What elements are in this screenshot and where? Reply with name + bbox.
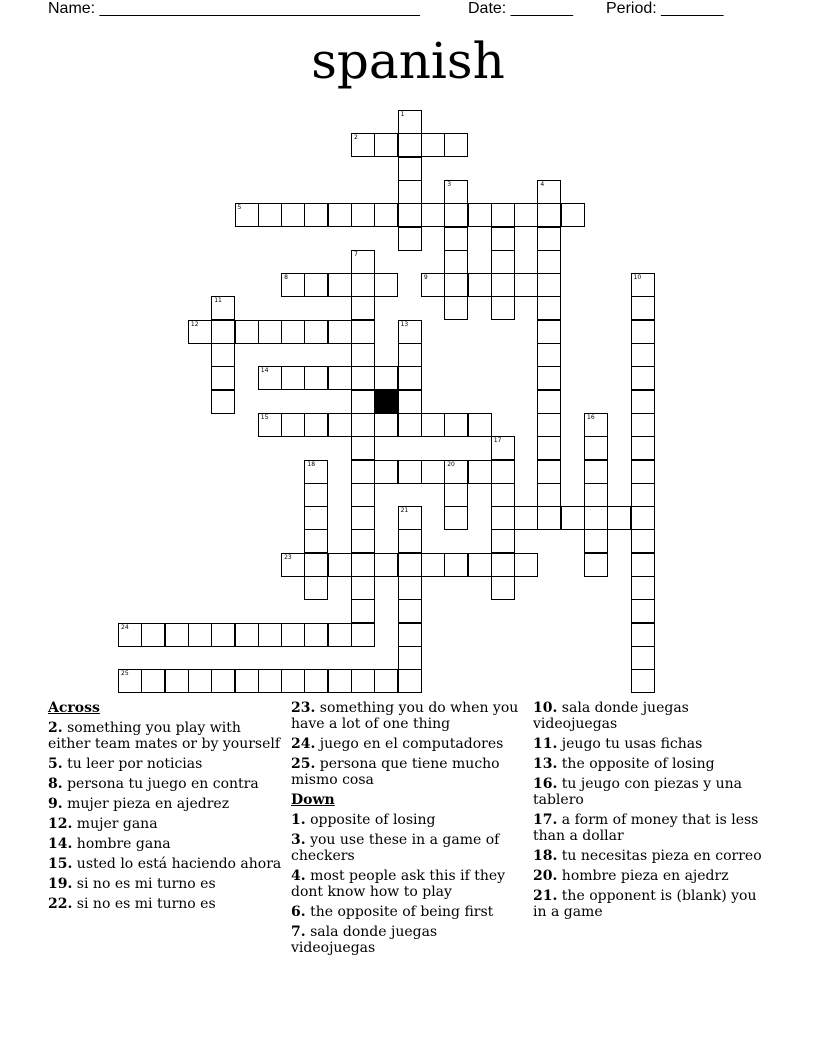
crossword-cell[interactable] — [211, 296, 235, 320]
crossword-cell[interactable] — [468, 413, 492, 437]
clue-text: si no es mi turno es — [72, 896, 216, 912]
clue-text: the opposite of losing — [557, 756, 715, 772]
crossword-cell[interactable] — [211, 390, 235, 414]
crossword-cell[interactable] — [398, 320, 422, 344]
crossword-cell[interactable] — [351, 436, 375, 460]
crossword-cell[interactable] — [398, 366, 422, 390]
crossword-cell[interactable] — [328, 553, 352, 577]
clue-number: 15 — [260, 413, 269, 421]
crossword-cell[interactable] — [444, 413, 468, 437]
clue-item — [291, 736, 521, 752]
crossword-cell[interactable] — [281, 203, 305, 227]
crossword-cell[interactable] — [537, 227, 561, 251]
clue-item — [533, 756, 765, 772]
crossword-cell[interactable] — [398, 529, 422, 553]
crossword-cell[interactable] — [444, 506, 468, 530]
clue-number: 23. — [291, 700, 316, 716]
clue-item — [291, 700, 521, 732]
crossword-cell[interactable] — [351, 133, 375, 157]
crossword-cell[interactable] — [631, 669, 655, 693]
crossword-cell[interactable] — [211, 623, 235, 647]
crossword-cell[interactable] — [351, 343, 375, 367]
crossword-cell[interactable] — [351, 599, 375, 623]
crossword-cell[interactable] — [514, 553, 538, 577]
crossword-cell[interactable] — [444, 227, 468, 251]
crossword-cell[interactable] — [374, 553, 398, 577]
crossword-cell[interactable] — [631, 623, 655, 647]
clue-text: mujer pieza en ajedrez — [62, 796, 230, 812]
crossword-cell[interactable] — [631, 320, 655, 344]
crossword-cell[interactable] — [351, 390, 375, 414]
clue-number: 16 — [587, 413, 595, 421]
clue-text: hombre gana — [72, 836, 171, 852]
clue-number: 11 — [214, 297, 222, 305]
clue-item — [291, 756, 521, 788]
crossword-cell[interactable] — [328, 366, 352, 390]
crossword-cell[interactable] — [537, 413, 561, 437]
clue-text: tu necesitas pieza en correo — [557, 848, 762, 864]
crossword-cell[interactable] — [281, 366, 305, 390]
clue-text: the opposite of being first — [305, 904, 494, 920]
crossword-cell[interactable] — [235, 320, 259, 344]
clue-number: 15. — [48, 856, 73, 872]
clue-item — [533, 848, 765, 864]
crossword-cell[interactable] — [561, 506, 585, 530]
clue-number: 7 — [354, 250, 358, 258]
crossword-cell[interactable] — [118, 669, 142, 693]
crossword-cell[interactable] — [398, 646, 422, 670]
clue-text: tu leer por noticias — [62, 756, 203, 772]
clue-text: sala donde juegas videojuegas — [533, 700, 689, 732]
crossword-cell[interactable] — [537, 203, 561, 227]
clue-number: 25 — [121, 670, 129, 678]
clue-number: 2. — [48, 720, 63, 736]
crossword-cell[interactable] — [491, 250, 515, 274]
crossword-cell[interactable] — [631, 366, 655, 390]
crossword-cell[interactable] — [304, 413, 328, 437]
crossword-cell[interactable] — [421, 460, 445, 484]
crossword-cell[interactable] — [328, 623, 352, 647]
crossword-cell[interactable] — [374, 203, 398, 227]
crossword-cell[interactable] — [491, 227, 515, 251]
crossword-cell[interactable] — [304, 320, 328, 344]
crossword-cell[interactable] — [537, 273, 561, 297]
crossword-cell[interactable] — [351, 203, 375, 227]
crossword-cell[interactable] — [561, 203, 585, 227]
crossword-cell[interactable] — [281, 623, 305, 647]
crossword-cell[interactable] — [351, 506, 375, 530]
clue-text: tu jeugo con piezas y una tablero — [533, 776, 742, 808]
clue-item — [48, 776, 284, 792]
crossword-cell[interactable] — [398, 413, 422, 437]
crossword-cell[interactable] — [281, 273, 305, 297]
crossword-cell[interactable] — [584, 506, 608, 530]
clue-number: 7. — [291, 924, 306, 940]
name-field[interactable]: Name: ____________________________________ — [48, 0, 420, 17]
period-field[interactable]: Period: _______ — [606, 0, 724, 17]
crossword-cell[interactable] — [631, 646, 655, 670]
clue-number: 5. — [48, 756, 63, 772]
clue-number: 12. — [48, 816, 73, 832]
crossword-cell[interactable] — [398, 133, 422, 157]
clue-number: 16. — [533, 776, 558, 792]
crossword-cell[interactable] — [631, 296, 655, 320]
crossword-cell[interactable] — [631, 553, 655, 577]
clue-text: something you play with either team mates or by yourself — [48, 720, 281, 752]
crossword-cell[interactable] — [491, 483, 515, 507]
clue-number: 3 — [447, 180, 452, 188]
crossword-cell[interactable] — [491, 203, 515, 227]
crossword-cell[interactable] — [584, 460, 608, 484]
black-square — [374, 390, 398, 414]
crossword-cell[interactable] — [421, 273, 445, 297]
crossword-cell[interactable] — [631, 436, 655, 460]
clue-number: 11. — [533, 736, 558, 752]
crossword-cell[interactable] — [258, 203, 282, 227]
clue-text: usted lo está haciendo ahora — [72, 856, 282, 872]
clue-text: hombre pieza en ajedrz — [557, 868, 729, 884]
crossword-cell[interactable] — [351, 273, 375, 297]
crossword-cell[interactable] — [304, 623, 328, 647]
date-field[interactable]: Date: _______ — [468, 0, 573, 17]
crossword-cell[interactable] — [281, 413, 305, 437]
crossword-cell[interactable] — [398, 506, 422, 530]
crossword-cell[interactable] — [188, 320, 212, 344]
clue-number: 3. — [291, 832, 306, 848]
crossword-cell[interactable] — [491, 576, 515, 600]
clue-text: persona que tiene mucho mismo cosa — [291, 756, 500, 788]
down-heading: Down — [291, 792, 335, 808]
crossword-cell[interactable] — [398, 157, 422, 181]
clue-text: juego en el computadores — [315, 736, 504, 752]
clue-text: a form of money that is less than a dollar — [533, 812, 759, 844]
crossword-cell[interactable] — [537, 320, 561, 344]
crossword-cell[interactable] — [537, 250, 561, 274]
crossword-cell[interactable] — [444, 133, 468, 157]
crossword-cell[interactable] — [537, 296, 561, 320]
crossword-cell[interactable] — [398, 343, 422, 367]
clue-text: something you do when you have a lot of one thing — [291, 700, 519, 732]
crossword-cell[interactable] — [304, 483, 328, 507]
crossword-cell[interactable] — [468, 460, 492, 484]
crossword-cell[interactable] — [211, 366, 235, 390]
crossword-cell[interactable] — [398, 669, 422, 693]
clue-number: 18 — [307, 460, 316, 468]
crossword-cell[interactable] — [304, 506, 328, 530]
crossword-cell[interactable] — [141, 623, 165, 647]
crossword-cell[interactable] — [631, 599, 655, 623]
crossword-cell[interactable] — [398, 553, 422, 577]
crossword-cell[interactable] — [537, 343, 561, 367]
clue-number: 17 — [493, 437, 502, 445]
crossword-cell[interactable] — [491, 436, 515, 460]
clue-item — [48, 896, 284, 912]
across-clues — [48, 700, 284, 916]
clue-item — [533, 776, 765, 808]
clue-number: 13. — [533, 756, 558, 772]
crossword-cell[interactable] — [398, 576, 422, 600]
clue-number: 10. — [533, 700, 558, 716]
crossword-cell[interactable] — [304, 669, 328, 693]
crossword-cell[interactable] — [421, 413, 445, 437]
crossword-cell[interactable] — [281, 669, 305, 693]
crossword-cell[interactable] — [351, 529, 375, 553]
crossword-cell[interactable] — [491, 296, 515, 320]
crossword-cell[interactable] — [328, 669, 352, 693]
clue-text: si no es mi turno es — [72, 876, 216, 892]
crossword-cell[interactable] — [491, 506, 515, 530]
clue-number: 24 — [121, 623, 129, 631]
crossword-cell[interactable] — [607, 506, 631, 530]
crossword-cell[interactable] — [537, 366, 561, 390]
crossword-cell[interactable] — [304, 529, 328, 553]
crossword-cell[interactable] — [514, 203, 538, 227]
crossword-cell[interactable] — [351, 623, 375, 647]
crossword-cell[interactable] — [304, 553, 328, 577]
crossword-cell[interactable] — [258, 320, 282, 344]
crossword-cell[interactable] — [374, 366, 398, 390]
clue-item — [48, 876, 284, 892]
crossword-cell[interactable] — [235, 203, 259, 227]
clue-number: 14 — [260, 367, 269, 375]
crossword-cell[interactable] — [258, 623, 282, 647]
crossword-cell[interactable] — [374, 413, 398, 437]
clue-number: 10 — [633, 274, 642, 282]
crossword-cell[interactable] — [444, 460, 468, 484]
crossword-cell[interactable] — [351, 553, 375, 577]
clue-number: 4 — [540, 180, 545, 188]
clue-item — [533, 868, 765, 884]
crossword-cell[interactable] — [141, 669, 165, 693]
clue-item — [48, 856, 284, 872]
crossword-cell[interactable] — [211, 669, 235, 693]
crossword-cell[interactable] — [444, 273, 468, 297]
clue-number: 1 — [400, 111, 405, 118]
crossword-cell[interactable] — [537, 460, 561, 484]
clue-number: 12 — [190, 320, 199, 328]
crossword-cell[interactable] — [514, 506, 538, 530]
crossword-cell[interactable] — [118, 623, 142, 647]
crossword-cell[interactable] — [304, 460, 328, 484]
crossword-cell[interactable] — [374, 133, 398, 157]
crossword-cell[interactable] — [631, 413, 655, 437]
clue-item — [48, 796, 284, 812]
crossword-cell[interactable] — [444, 553, 468, 577]
crossword-cell[interactable] — [398, 203, 422, 227]
crossword-cell[interactable] — [398, 460, 422, 484]
crossword-cell[interactable] — [491, 273, 515, 297]
across-heading: Across — [48, 700, 100, 716]
clue-number: 20 — [447, 460, 455, 468]
clue-text: the opponent is (blank) you in a game — [533, 888, 757, 920]
crossword-cell[interactable] — [351, 320, 375, 344]
clue-text: persona tu juego en contra — [62, 776, 259, 792]
clue-item — [291, 924, 521, 956]
crossword-cell[interactable] — [584, 413, 608, 437]
crossword-cell[interactable] — [491, 460, 515, 484]
crossword-cell[interactable] — [351, 366, 375, 390]
clue-number: 9 — [423, 274, 428, 282]
crossword-cell[interactable] — [351, 460, 375, 484]
crossword-cell[interactable] — [328, 203, 352, 227]
crossword-cell[interactable] — [468, 203, 492, 227]
clue-number: 8 — [284, 274, 288, 282]
crossword-cell[interactable] — [584, 436, 608, 460]
crossword-cell[interactable] — [584, 483, 608, 507]
crossword-cell[interactable] — [211, 320, 235, 344]
crossword-cell[interactable] — [304, 366, 328, 390]
crossword-cell[interactable] — [328, 320, 352, 344]
clue-item — [533, 812, 765, 844]
crossword-cell[interactable] — [351, 669, 375, 693]
crossword-cell[interactable] — [304, 576, 328, 600]
clue-column-3 — [533, 700, 765, 924]
clue-number: 2 — [354, 134, 358, 142]
crossword-cell[interactable] — [631, 343, 655, 367]
crossword-cell[interactable] — [468, 273, 492, 297]
clue-item — [291, 868, 521, 900]
crossword-cell[interactable] — [351, 413, 375, 437]
crossword-cell[interactable] — [537, 506, 561, 530]
crossword-cell[interactable] — [374, 460, 398, 484]
crossword-cell[interactable] — [258, 413, 282, 437]
clue-number: 5 — [237, 204, 242, 212]
crossword-cell[interactable] — [351, 250, 375, 274]
crossword-cell[interactable] — [631, 460, 655, 484]
crossword-cell[interactable] — [491, 529, 515, 553]
clue-number: 8. — [48, 776, 63, 792]
crossword-cell[interactable] — [631, 506, 655, 530]
clue-text: mujer gana — [72, 816, 158, 832]
clue-item — [291, 812, 521, 828]
crossword-cell[interactable] — [304, 273, 328, 297]
crossword-cell[interactable] — [537, 436, 561, 460]
clue-item — [533, 736, 765, 752]
crossword-cell[interactable] — [351, 296, 375, 320]
crossword-cell[interactable] — [537, 390, 561, 414]
crossword-cell[interactable] — [374, 273, 398, 297]
clue-item — [291, 832, 521, 864]
crossword-cell[interactable] — [235, 623, 259, 647]
crossword-cell[interactable] — [351, 483, 375, 507]
clue-number: 4. — [291, 868, 306, 884]
crossword-cell[interactable] — [537, 180, 561, 204]
crossword-cell[interactable] — [444, 203, 468, 227]
crossword-cell[interactable] — [258, 366, 282, 390]
crossword-cell[interactable] — [444, 250, 468, 274]
crossword-cell[interactable] — [258, 669, 282, 693]
clue-number: 9. — [48, 796, 63, 812]
crossword-cell[interactable] — [165, 669, 189, 693]
crossword-cell[interactable] — [211, 343, 235, 367]
crossword-cell[interactable] — [444, 180, 468, 204]
clue-number: 22. — [48, 896, 73, 912]
crossword-cell[interactable] — [398, 180, 422, 204]
crossword-cell[interactable] — [537, 483, 561, 507]
clue-text: sala donde juegas videojuegas — [291, 924, 438, 956]
crossword-cell[interactable] — [421, 133, 445, 157]
crossword-cell[interactable] — [304, 203, 328, 227]
crossword-cell[interactable] — [374, 669, 398, 693]
clue-number: 18. — [533, 848, 558, 864]
crossword-cell[interactable] — [328, 273, 352, 297]
crossword-cell[interactable] — [444, 483, 468, 507]
crossword-cell[interactable] — [281, 320, 305, 344]
clue-item — [291, 904, 521, 920]
crossword-cell[interactable] — [584, 529, 608, 553]
crossword-cell[interactable] — [421, 553, 445, 577]
crossword-cell[interactable] — [514, 273, 538, 297]
clue-number: 14. — [48, 836, 73, 852]
clue-item — [48, 756, 284, 772]
clue-text: opposite of losing — [305, 812, 436, 828]
clue-number: 13 — [400, 320, 409, 328]
crossword-cell[interactable] — [188, 669, 212, 693]
clue-number: 19. — [48, 876, 73, 892]
crossword-cell[interactable] — [188, 623, 212, 647]
clue-number: 20. — [533, 868, 558, 884]
crossword-cell[interactable] — [631, 576, 655, 600]
crossword-cell[interactable] — [421, 203, 445, 227]
clue-text: you use these in a game of checkers — [291, 832, 500, 864]
clue-item — [48, 836, 284, 852]
crossword-cell[interactable] — [398, 227, 422, 251]
crossword-cell[interactable] — [398, 390, 422, 414]
clue-text: jeugo tu usas fichas — [557, 736, 703, 752]
crossword-cell[interactable] — [398, 599, 422, 623]
clue-number: 25. — [291, 756, 316, 772]
page-title: spanish — [311, 32, 505, 90]
crossword-cell[interactable] — [398, 110, 422, 134]
crossword-cell[interactable] — [631, 483, 655, 507]
clue-item — [533, 888, 765, 920]
clue-number: 21. — [533, 888, 558, 904]
clue-number: 24. — [291, 736, 316, 752]
crossword-cell[interactable] — [631, 273, 655, 297]
crossword-cell[interactable] — [584, 553, 608, 577]
crossword-cell[interactable] — [328, 413, 352, 437]
clue-item — [48, 816, 284, 832]
clue-number: 1. — [291, 812, 306, 828]
clue-item — [533, 700, 765, 732]
clue-number: 23 — [284, 553, 292, 561]
clue-text: most people ask this if they dont know how to play — [291, 868, 506, 900]
crossword-cell[interactable] — [398, 623, 422, 647]
clue-number: 17. — [533, 812, 558, 828]
clue-item — [48, 720, 284, 752]
clue-number: 6. — [291, 904, 306, 920]
crossword-cell[interactable] — [165, 623, 189, 647]
crossword-cell[interactable] — [468, 553, 492, 577]
crossword-cell[interactable] — [631, 529, 655, 553]
crossword-cell[interactable] — [235, 669, 259, 693]
crossword-cell[interactable] — [631, 390, 655, 414]
crossword-cell[interactable] — [281, 553, 305, 577]
crossword-cell[interactable] — [444, 296, 468, 320]
crossword-cell[interactable] — [491, 553, 515, 577]
clue-number: 21 — [400, 507, 409, 515]
crossword-cell[interactable] — [351, 576, 375, 600]
clue-column-2 — [291, 700, 521, 960]
